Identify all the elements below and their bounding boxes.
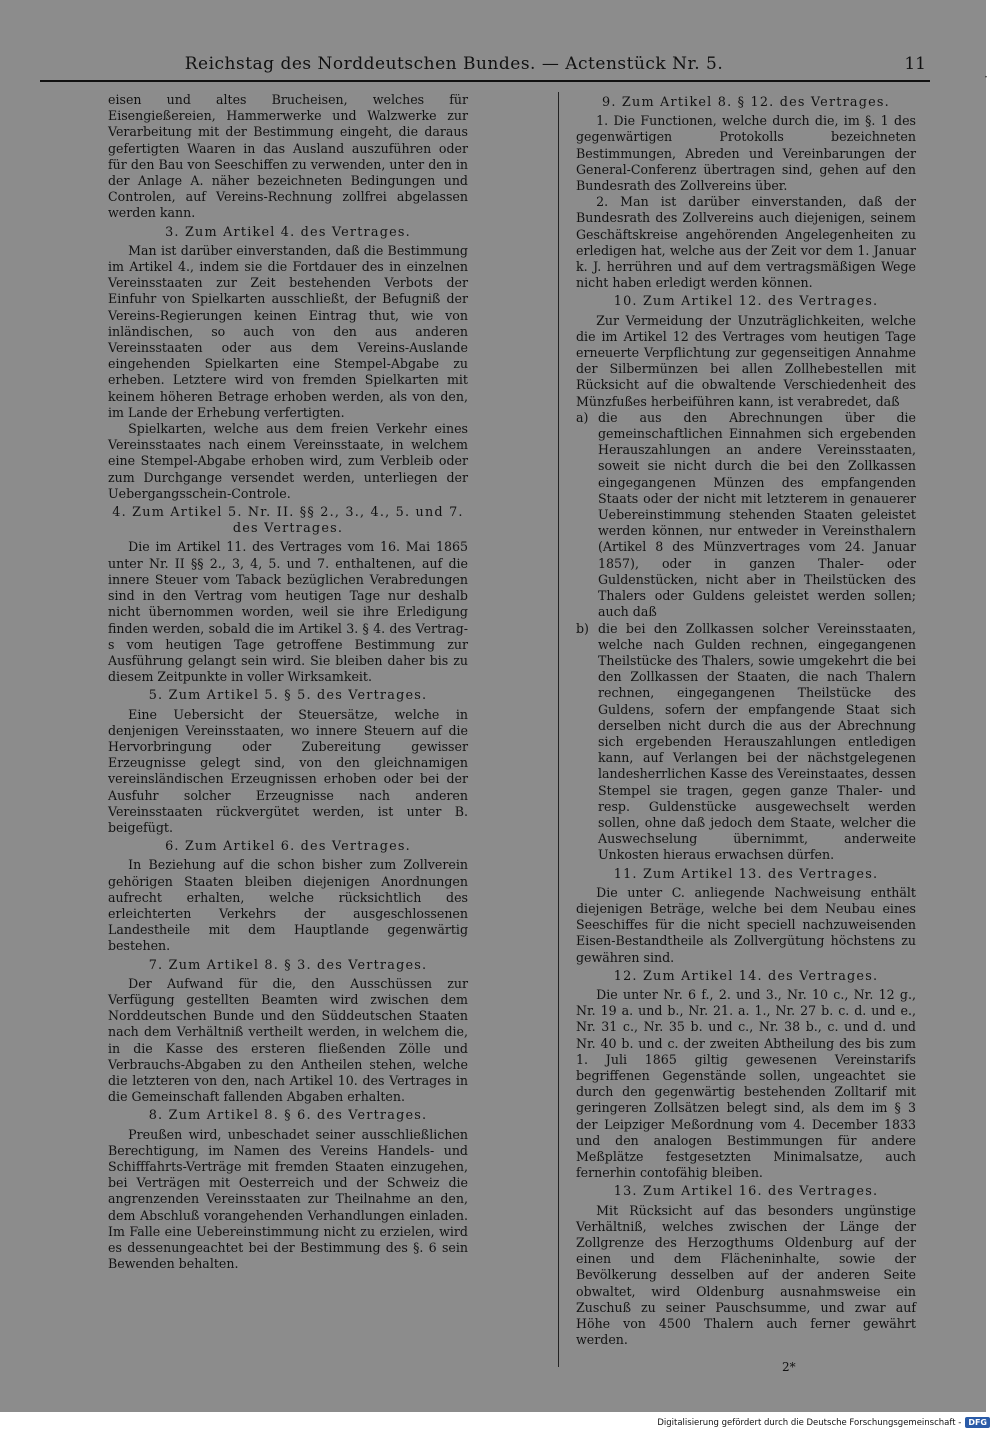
section-heading: 12. Zum Artikel 14. des Vertrages. [613,968,879,984]
list-label: b) [576,620,589,636]
section-heading: 6. Zum Artikel 6. des Vertrages. [165,839,411,855]
left-column [108,92,468,1272]
header-rule [40,80,930,82]
paragraph: 1. Die Functionen, welche durch die, im §. 1 des gegenwärtigen Protokolls bezeichneten Bestimmungen, Abreden und Vereinbarungen der General-Conferenz übertragen sind, gehen auf den Bundesrath des Zollvereins über. [576,113,916,194]
paragraph: eisen und altes Brucheisen, welches für Eisengießereien, Hammerwerke und Walzwerke zur Verarbeitung mit der Bestimmung eingeht, die daraus gefertigten Waaren in das Ausland auszuführen oder für den Bau von Seeschiffen zu verwenden, unter den in der Anlage A. näher bezeichneten Bedingungen und Controlen, auf Vereins-Rechnung zollfrei abgelassen werden kann. [108,92,468,221]
paragraph: Die im Artikel 11. des Vertrages vom 16. Mai 1865 unter Nr. II §§ 2., 3, 4, 5. und 7. enthaltenen, auf die innere Steuer vom Taback bezüglichen Verabredungen sind in den Vertrag vom heutigen Tage nur deshalb nicht übernommen worden, weil sie ihre Erledigung finden werden, sobald die im Artikel 3. § 4. des Vertrag-s vom heutigen Tage getroffene Bestimmung zur Ausführung gelangt sein wird. Sie bleiben daher bis zu diesem Zeitpunkte in voller Wirksamkeit. [108,539,468,685]
paragraph: Man ist darüber einverstanden, daß die Bestimmung im Artikel 4., indem sie die Fortdauer des in einzelnen Vereinsstaaten zur Zeit bestehenden Verbots der Einfuhr von Spielkarten ausschließt, der Befugniß der Vereins-Regierungen keinen Eintrag thut, wie von inländischen, so auch von den aus anderen Vereinsstaaten oder aus dem Vereins-Auslande eingehenden Spielkarten eine Stempel-Abgabe zu erheben. Letztere wird von fremden Spielkarten mit keinem höheren Betrage erhoben werden, als von den, im Lande der Erhebung verfertigten. [108,242,468,420]
page-header [40,54,928,78]
list-text: die bei den Zollkassen solcher Vereinsstaaten, welche nach Gulden rechnen, eingegangenen Theilstücke des Thalers, sowie umgekehrt die bei den Zollkassen der Staaten, die nach Thalern rechnen, eingegangenen Theilstücke des Guldens, sofern der empfangende Staat sich derselben nicht durch die aus der Abrechnung sich ergebenden Herauszahlungen entledigen kann, auf Verlangen bei der nächstgelegenen landesherrlichen Kasse des Vereinstaates, dessen Stempel sie tragen, gegen ganze Thaler- und resp. Guldenstücke ausgewechselt werden sollen, ohne daß jedoch dem Staate, welcher die Auswechselung übernimmt, anderweite Unkosten hieraus erwachsen dürfen. [598,620,916,863]
dfg-logo[interactable]: DFG [965,1417,990,1428]
section-heading: 7. Zum Artikel 8. § 3. des Vertrages. [148,957,428,973]
column-divider [558,92,559,1367]
list-text: die aus den Abrechnungen über die gemeinschaftlichen Einnahmen sich ergebenden Herauszahlungen an andere Vereinsstaaten, soweit sie nicht durch die bei den Zollkassen eingegangenen Münzen des empfangenden Staats oder der nicht mit letzterem in genauerer Uebereinstimmung stehenden Staaten geleistet werden können, nur entweder in Vereinsthalern (Artikel 8 des Münzvertrages vom 24. Januar 1857), oder in ganzen Thaler- oder Guldenstücken, nicht aber in Theilstücken des Thalers oder Guldens geleistet werden sollen; auch daß [598,409,916,620]
footer-credit: Digitalisierung gefördert durch die Deutsche Forschungsgemeinschaft - [657,1417,962,1428]
section-heading: 8. Zum Artikel 8. § 6. des Vertrages. [148,1108,428,1124]
paragraph: Spielkarten, welche aus dem freien Verkehr eines Vereinsstaates nach einem Vereinsstaate, in welchem eine Stempel-Abgabe erhoben wird, zum Verbleib oder zum Durchgange versendet werden, unterliegen der Uebergangsschein-Controle. [108,421,468,501]
section-heading: 9. Zum Artikel 8. § 12. des Vertrages. [602,95,890,110]
footer [657,1417,990,1428]
right-column [576,92,916,1348]
paragraph: Die unter Nr. 6 f., 2. und 3., Nr. 10 c., Nr. 12 g., Nr. 19 a. und b., Nr. 21. a. 1., Nr. 27 b. c. d. und e., Nr. 31 c., Nr. 35 b. und c., Nr. 38 b., c. und d. und Nr. 40 b. und c. der zweiten Abtheilung des bis zum 1. Juli 1865 giltig gewesenen Vereinstarifs begriffenen Gegenstände sollen, ungeachtet sie durch den gegenwärtig bestehenden Zolltarif mit geringeren Zollsätzen belegt sind, als dem im § 3 der Leipziger Meßordnung vom 4. December 1833 und den analogen Bestimmungen für andere Meßplätze festgesetzten Minimalsatze, auch fernerhin contofähig bleiben. [576,986,916,1181]
paragraph: Mit Rücksicht auf das besonders ungünstige Verhältniß, welches zwischen der Länge der Zollgrenze des Herzogthums Oldenburg auf der einen und dem Flächeninhalte, sowie der Bevölkerung desselben auf der anderen Seite obwaltet, wird Oldenburg ausnahmsweise ein Zuschuß zu seiner Pauschsumme, und zwar auf Höhe von 4500 Thalern auch ferner gewährt werden. [576,1202,916,1348]
paragraph: 2. Man ist darüber einverstanden, daß der Bundesrath des Zollvereins auch diejenigen, seinem Geschäftskreise angehörenden Angelegenheiten zu erledigen hat, welche aus der Zeit vor dem 1. Januar k. J. herrühren und auf dem vertragsmäßigen Wege nicht haben erledigt werden können. [576,194,916,291]
margin-mark: · [984,70,988,84]
paragraph: Zur Vermeidung der Unzuträglichkeiten, welche die im Artikel 12 des Vertrages vom heutigen Tage erneuerte Verpflichtung zur gegenseitigen Annahme der Silbermünzen bei allen Zollhebestellen mit Rücksicht auf die obwaltende Verschiedenheit des Münzfußes herbeiführen kann, ist verabredet, daß [576,312,916,409]
paragraph: Der Aufwand für die, den Ausschüssen zur Verfügung gestellten Beamten wird zwischen dem Norddeutschen Bunde und den Süddeutschen Staaten nach dem Verhältniß vertheilt werden, in welchem die, in die Kasse des ersteren fließenden Zölle und Verbrauchs-Abgaben zu den Antheilen stehen, welche die letzteren von den, nach Artikel 10. des Vertrages in die Gemeinschaft fallenden Abgaben erhalten. [108,975,468,1105]
section-heading: 11. Zum Artikel 13. des Vertrages. [613,866,879,882]
section-heading: 3. Zum Artikel 4. des Vertrages. [165,224,411,240]
section-heading: 10. Zum Artikel 12. des Vertrages. [613,294,879,310]
section-heading: 4. Zum Artikel 5. Nr. II. §§ 2., 3., 4., 5. und 7. des Vertrages. [112,505,464,537]
list-item-a [576,410,916,621]
running-title: Reichstag des Norddeutschen Bundes. — Actenstück Nr. 5. [184,54,724,74]
page-number: 11 [904,54,926,74]
section-heading: 5. Zum Artikel 5. § 5. des Vertrages. [148,688,428,704]
list-item-b [576,621,916,864]
paragraph: Eine Uebersicht der Steuersätze, welche in denjenigen Vereinsstaaten, wo innere Steuern auf die Hervorbringung oder Zubereitung gewisser Erzeugnisse gelegt sind, von den gleichnamigen vereinsländischen Erzeugnissen erhoben oder bei der Ausfuhr solcher Erzeugnisse nach anderen Vereinsstaaten rückvergütet werden, ist unter B. beigefügt. [108,706,468,835]
list-label: a) [576,409,589,425]
signature-mark: 2* [782,1360,796,1374]
section-heading: 13. Zum Artikel 16. des Vertrages. [613,1184,879,1200]
paragraph: Preußen wird, unbeschadet seiner ausschließlichen Berechtigung, im Namen des Vereins Handels- und Schifffahrts-Verträge mit fremden Staaten einzugehen, bei Verträgen mit Oesterreich und der Schweiz die angrenzenden Vereinsstaaten zur Theilnahme an den, dem Abschluß vorangehenden Verhandlungen einladen. Im Falle eine Uebereinstimmung nicht zu erzielen, wird es dessenungeachtet bei der Bestimmung des §. 6 sein Bewenden behalten. [108,1126,468,1272]
paragraph: In Beziehung auf die schon bisher zum Zollverein gehörigen Staaten bleiben diejenigen Anordnungen aufrecht erhalten, welche rücksichtlich des erleichterten Verkehrs der ausgeschlossenen Landestheile mit dem Hauptlande gegenwärtig bestehen. [108,857,468,954]
paragraph: Die unter C. anliegende Nachweisung enthält diejenigen Beträge, welche bei dem Neubau eines Seeschiffes für die nicht speciell nachzuweisenden Eisen-Bestandtheile als Zollvergütung höchstens zu gewähren sind. [576,884,916,965]
